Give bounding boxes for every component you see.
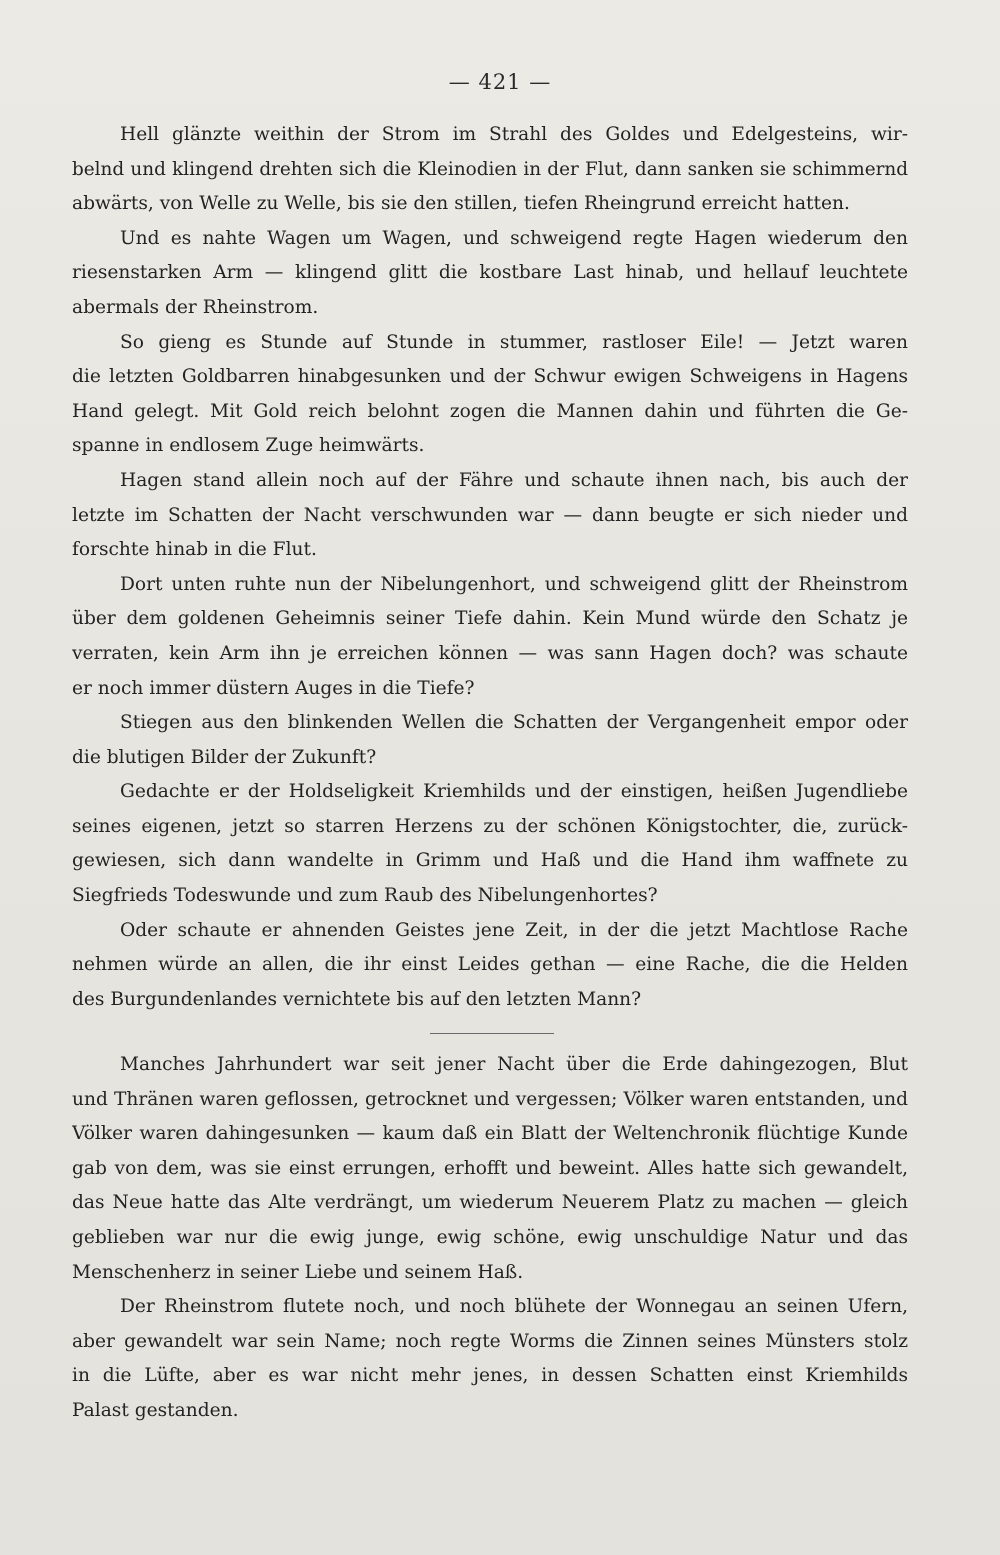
text-line: spanne in endlosem Zuge heimwärts. <box>72 435 425 457</box>
text-line: Völker waren dahingesunken — kaum daß ein Blatt der Weltenchronik flüchtige Kunde <box>72 1123 908 1145</box>
text-line: in die Lüfte, aber es war nicht mehr jenes, in dessen Schatten einst Kriemhilds <box>72 1365 908 1387</box>
text-line: nehmen würde an allen, die ihr einst Leides gethan — eine Rache, die die Helden <box>72 954 908 976</box>
text-line: Gedachte er der Holdseligkeit Kriemhilds und der einstigen, heißen Jugendliebe <box>120 781 908 803</box>
paragraph <box>72 222 908 326</box>
text-line: gab von dem, was sie einst errungen, erhofft und beweint. Alles hatte sich gewandelt, <box>72 1157 908 1179</box>
text-line: verraten, kein Arm ihn je erreichen können — was sann Hagen doch? was schaute <box>72 642 908 664</box>
text-line: und Thränen waren geflossen, getrocknet und vergessen; Völker waren entstanden, und <box>72 1088 908 1110</box>
text-line: Hagen stand allein noch auf der Fähre und schaute ihnen nach, bis auch der <box>120 469 908 491</box>
text-line: forschte hinab in die Flut. <box>72 539 317 561</box>
text-line: er noch immer düstern Auges in die Tiefe? <box>72 677 475 699</box>
text-line: seines eigenen, jetzt so starren Herzens zu der schönen Königstochter, die, zurück- <box>72 815 908 837</box>
text-line: Hand gelegt. Mit Gold reich belohnt zogen die Mannen dahin und führten die Ge- <box>72 400 908 422</box>
paragraph <box>72 775 908 913</box>
paragraph <box>72 326 908 464</box>
text-line: Oder schaute er ahnenden Geistes jene Zeit, in der die jetzt Machtlose Rache <box>120 919 908 941</box>
text-line: letzte im Schatten der Nacht verschwunden war — dann beugte er sich nieder und <box>72 504 908 526</box>
paragraph <box>72 1290 908 1428</box>
text-line: über dem goldenen Geheimnis seiner Tiefe dahin. Kein Mund würde den Schatz je <box>72 608 908 630</box>
text-line: aber gewandelt war sein Name; noch regte Worms die Zinnen seines Münsters stolz <box>72 1330 908 1352</box>
text-section-before-divider <box>72 118 908 1017</box>
text-line: des Burgundenlandes vernichtete bis auf den letzten Mann? <box>72 988 642 1010</box>
text-line: So gieng es Stunde auf Stunde in stummer, rastloser Eile! — Jetzt waren <box>120 331 908 353</box>
text-line: gewiesen, sich dann wandelte in Grimm und Haß und die Hand ihm waffnete zu <box>72 850 908 872</box>
text-line: Stiegen aus den blinkenden Wellen die Schatten der Vergangenheit empor oder <box>120 712 908 734</box>
text-line: Siegfrieds Todeswunde und zum Raub des Nibelungenhortes? <box>72 885 658 907</box>
text-section-after-divider <box>72 1048 908 1429</box>
text-line: Dort unten ruhte nun der Nibelungenhort, und schweigend glitt der Rheinstrom <box>120 573 908 595</box>
text-line: Der Rheinstrom flutete noch, und noch blühete der Wonnegau an seinen Ufern, <box>120 1296 908 1318</box>
text-line: die blutigen Bilder der Zukunft? <box>72 746 377 768</box>
paragraph <box>72 706 908 775</box>
section-divider <box>430 1033 554 1034</box>
text-line: Hell glänzte weithin der Strom im Strahl des Goldes und Edelgesteins, wir- <box>120 124 908 145</box>
text-line: Menschenherz in seiner Liebe und seinem Haß. <box>72 1261 524 1283</box>
text-line: riesenstarken Arm — klingend glitt die kostbare Last hinab, und hellauf leuchtete <box>72 262 908 284</box>
paragraph <box>72 914 908 1018</box>
paragraph <box>72 568 908 706</box>
text-line: geblieben war nur die ewig junge, ewig schöne, ewig unschuldige Natur und das <box>72 1226 908 1248</box>
paragraph <box>72 118 908 222</box>
text-line: abwärts, von Welle zu Welle, bis sie den stillen, tiefen Rheingrund erreicht hatten. <box>72 193 850 215</box>
page-number-header: — 421 — <box>448 70 552 94</box>
text-line: Und es nahte Wagen um Wagen, und schweigend regte Hagen wiederum den <box>120 227 908 249</box>
text-line: Palast gestanden. <box>72 1399 239 1421</box>
paragraph <box>72 1048 908 1290</box>
text-line: Manches Jahrhundert war seit jener Nacht über die Erde dahingezogen, Blut <box>120 1054 908 1075</box>
text-line: abermals der Rheinstrom. <box>72 296 319 318</box>
paragraph <box>72 464 908 568</box>
text-line: das Neue hatte das Alte verdrängt, um wiederum Neuerem Platz zu machen — gleich <box>72 1192 908 1214</box>
text-line: die letzten Goldbarren hinabgesunken und der Schwur ewigen Schweigens in Hagens <box>72 366 908 388</box>
text-line: belnd und klingend drehten sich die Kleinodien in der Flut, dann sanken sie schimmernd <box>72 158 908 180</box>
